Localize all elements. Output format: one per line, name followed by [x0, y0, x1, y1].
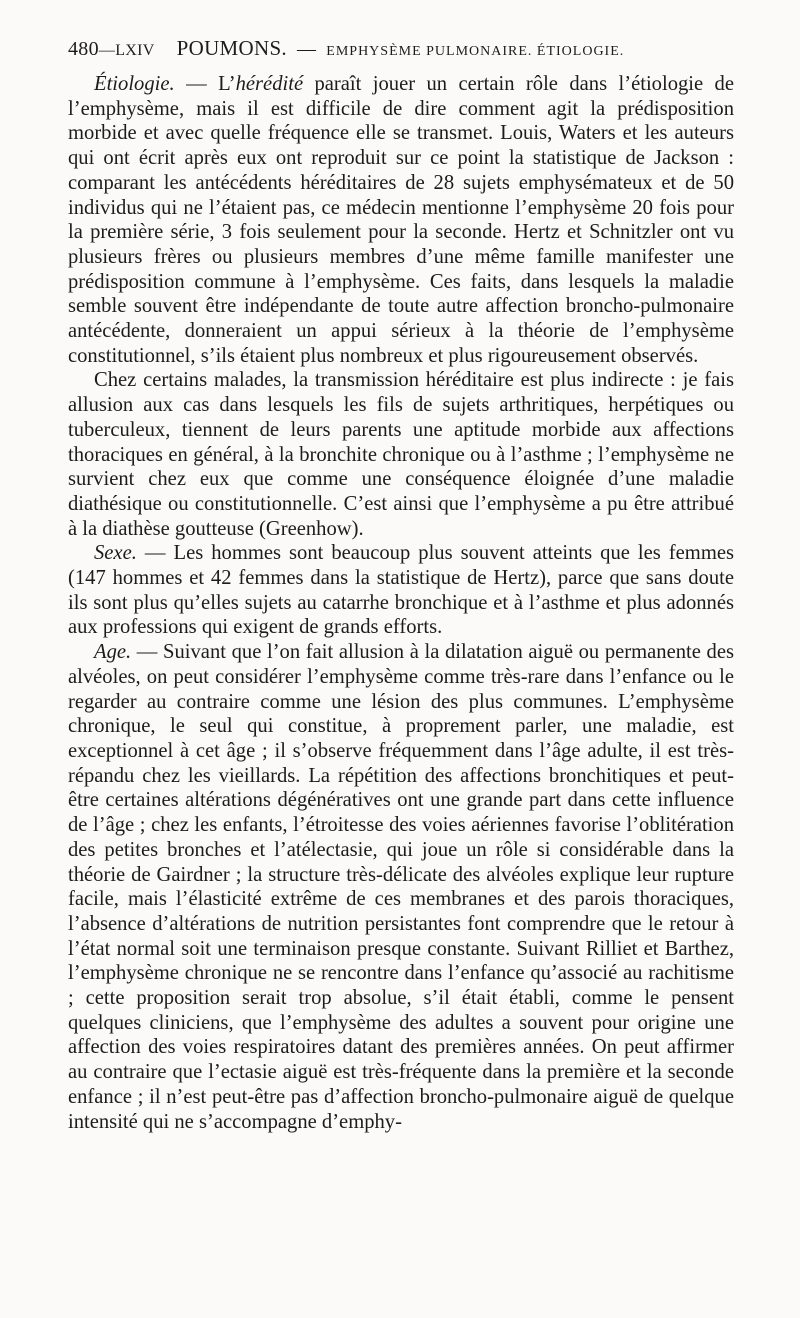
- paragraph-sep: — L’: [174, 73, 236, 95]
- page-number: 480: [68, 38, 99, 60]
- running-subtitle: EMPHYSÈME PULMONAIRE. ÉTIOLOGIE.: [326, 44, 625, 59]
- running-title: POUMONS.: [176, 36, 287, 60]
- header-dash: —: [296, 39, 317, 60]
- paragraph-etiologie: [68, 72, 734, 368]
- paragraph-text: — Suivant que l’on fait allusion à la dilatation aiguë ou permanente des alvéoles, on peut considérer l’emphysème comme très-rare dans l’enfance ou le regarder au contraire comme une lésion des plus communes. L’emphysème chronique, le seul qui constitue, à proprement parler, une maladie, est exceptionnel à cet âge ; il s’observe fréquemment dans l’âge adulte, il est très-répandu chez les vieillards. La répétition des affections bronchitiques et peut-être certaines altérations dégénératives ont une grande part dans cette influence de l’âge ; chez les enfants, l’étroitesse des voies aériennes favorise l’oblitération des petites bronches et l’atélectasie, qui joue un rôle si considérable dans la théorie de Gairdner ; la structure très-délicate des alvéoles explique leur rupture facile, mais l’élasticité extrême de ces membranes et des parois thoraciques, l’absence d’altérations de nutrition persistantes font comprendre que le retour à l’état normal soit une terminaison presque constante. Suivant Rilliet et Barthez, l’emphysème chronique ne se rencontre dans l’enfance qu’associé au rachitisme ; cette proposition serait trop absolue, s’il était établi, comme le pensent quelques cliniciens, que l’emphysème des adultes a souvent pour origine une affection des voies respiratoires datant des premières années. On peut affirmer au contraire que l’ectasie aiguë est très-fréquente dans la première et la seconde enfance ; il n’est peut-être pas d’affection broncho-pulmonaire aiguë de quelque intensité qui ne s’accompagne d’emphy-: [68, 641, 734, 1133]
- body-text: [68, 72, 734, 1134]
- running-header: [68, 36, 738, 66]
- paragraph-transmission: [68, 368, 734, 541]
- paragraph-lead: Sexe.: [94, 542, 137, 565]
- emphasized-term: hérédité: [235, 73, 304, 95]
- paragraph-sexe: [68, 541, 734, 640]
- paragraph-text: paraît jouer un certain rôle dans l’étiologie de l’emphysème, mais il est difficile de dire comment agit la prédisposition morbide et avec quelle fréquence elle se transmet. Louis, Waters et les auteurs qui ont écrit après eux ont reproduit sur ce point la statistique de Jackson : comparant les antécédents héréditaires de 28 sujets emphysémateux et de 50 individus qui ne l’étaient pas, ce médecin mentionne l’emphysème 20 fois pour la première série, 3 fois seulement pour la seconde. Hertz et Schnitzler ont vu plusieurs frères ou plusieurs membres d’une même famille manifester une prédisposition commune à l’emphysème. Ces faits, dans lesquels la maladie semble souvent être indépendante de toute autre affection broncho-pulmonaire antécédente, donneraient un appui sérieux à la théorie de l’emphysème constitutionnel, s’ils étaient plus nombreux et plus rigoureusement observés.: [68, 73, 734, 367]
- paragraph-text: — Les hommes sont beaucoup plus souvent atteints que les femmes (147 hommes et 42 femmes dans la statistique de Hertz), parce que sans doute ils sont plus qu’elles sujets au catarrhe bronchique et à l’asthme et plus adonnés aux professions qui exigent de grands efforts.: [68, 542, 734, 639]
- section-number: —LXIV: [98, 42, 155, 59]
- paragraph-lead: Étiologie.: [94, 73, 175, 95]
- paragraph-text: Chez certains malades, la transmission héréditaire est plus indirecte : je fais allusion aux cas dans lesquels les fils de sujets arthritiques, herpétiques ou tuberculeux, tiennent de leurs parents une aptitude morbide aux affections thoraciques en général, à la bronchite chronique ou à l’asthme ; l’emphysème ne survient chez eux que comme une conséquence éloignée d’une maladie diathésique ou constitutionnelle. C’est ainsi que l’emphysème a pu être attribué à la diathèse goutteuse (Greenhow).: [68, 369, 734, 540]
- paragraph-lead: Age.: [94, 641, 132, 664]
- paragraph-age: [68, 640, 734, 1134]
